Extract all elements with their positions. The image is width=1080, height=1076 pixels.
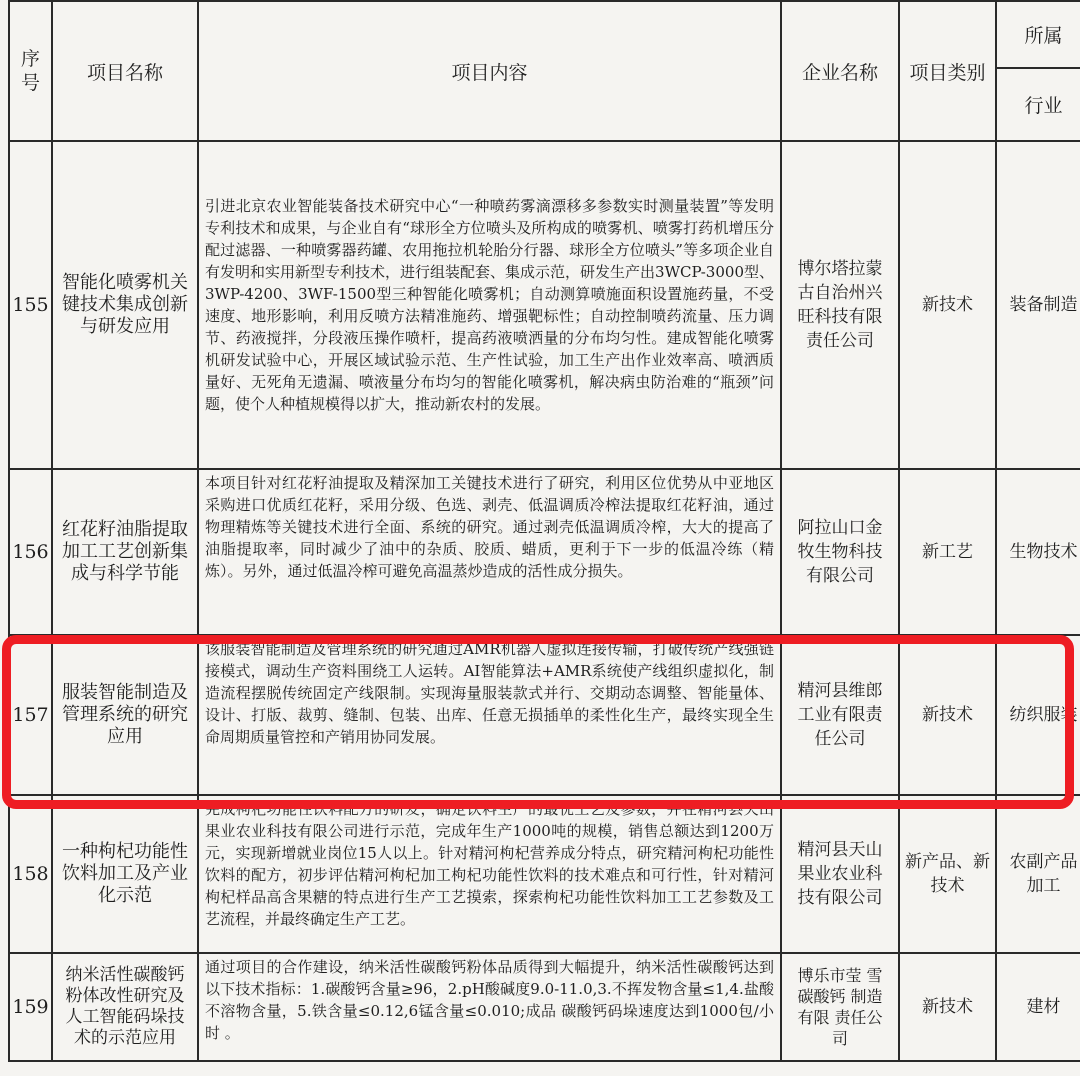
header-industry-bottom: 行业: [996, 68, 1080, 141]
company-name: 精河县天山果业农业科技有限公司: [781, 795, 899, 953]
project-name: 一种枸杞功能性饮料加工及产业化示范: [52, 795, 198, 953]
industry: 建材: [996, 953, 1080, 1061]
table-row: [9, 469, 1080, 635]
company-name: 阿拉山口金牧生物科技有限公司: [781, 469, 899, 635]
project-name: 红花籽油脂提取加工工艺创新集成与科学节能: [52, 469, 198, 635]
row-number: 155: [9, 141, 52, 469]
company-name: 博尔塔拉蒙古自治州兴旺科技有限责任公司: [781, 141, 899, 469]
project-content-text: 本项目针对红花籽油提取及精深加工关键技术进行了研究，利用区位优势从中亚地区采购进口优质红花籽，采用分级、色选、剥壳、低温调质冷榨法提取红花籽油，通过物理精炼等关键技术进行全面、系统的研究。通过剥壳低温调质冷榨，大大的提高了油脂提取率，同时减少了油中的杂质、胶质、蜡质，更利于下一步的低温冷练（精炼）。另外，通过低温冷榨可避免高温蒸炒造成的活性成分损失。: [205, 474, 774, 580]
project-type: 新技术: [899, 953, 996, 1061]
project-content: [198, 469, 781, 635]
header-no: 序号: [9, 1, 52, 141]
header-type: 项目类别: [899, 1, 996, 141]
row-number: 158: [9, 795, 52, 953]
project-name: 纳米活性碳酸钙粉体改性研究及人工智能码垛技术的示范应用: [52, 953, 198, 1061]
project-name: 智能化喷雾机关键技术集成创新与研发应用: [52, 141, 198, 469]
company-name: 博乐市莹 雪碳酸钙 制造有限 责任公司: [781, 953, 899, 1061]
project-content-text: 完成枸杞功能性饮料配方的研发，确定饮料生产的最优工艺及参数，并在精河县天山果业农业科技有限公司进行示范，完成年生产1000吨的规模，销售总额达到1200万元，实现新增就业岗位15人以上。针对精河枸杞营养成分特点，研究精河枸杞功能性饮料的配方，初步评估精河枸杞加工枸杞功能性饮料的技术难点和可行性，针对精河枸杞样品高含果糖的特点进行生产工艺摸索，探索枸杞功能性饮料加工工艺参数及工艺流程，并最终确定生产工艺。: [205, 800, 774, 928]
header-name: 项目名称: [52, 1, 198, 141]
project-content: [198, 953, 781, 1061]
project-table: [8, 0, 1080, 1062]
header-industry-top: 所属: [996, 1, 1080, 68]
project-name: 服装智能制造及管理系统的研究应用: [52, 635, 198, 795]
header-content: 项目内容: [198, 1, 781, 141]
project-type: 新技术: [899, 141, 996, 469]
project-content: 引进北京农业智能装备技术研究中心“一种喷药雾滴漂移多参数实时测量装置”等发明专利技术和成果，与企业自有“球形全方位喷头及所构成的喷雾机、喷雾打药机增压分配过滤器、一种喷雾器药罐、农用拖拉机轮胎分行器、球形全方位喷头”等多项企业自有发明和实用新型专利技术，进行组装配套、集成示范，研发生产出3WCP-3000型、3WP-4200、3WF-1500型三种智能化喷雾机；自动测算喷施面积设置施药量，不受速度、地形影响，利用反喷方法精准施药、增强靶标性；自动控制喷药流量、压力调节、药液搅拌，分段液压操作喷杆，提高药液喷洒量的分布均匀性。建成智能化喷雾机研发试验中心，开展区域试验示范、生产性试验，加工生产出作业效率高、喷洒质量好、无死角无遗漏、喷液量分布均匀的智能化喷雾机，解决病虫防治难的“瓶颈”问题，使个人种植规模得以扩大，推动新农村的发展。: [198, 141, 781, 469]
industry: 装备制造: [996, 141, 1080, 469]
table-row: [9, 141, 1080, 469]
project-type: 新技术: [899, 635, 996, 795]
table-row-highlighted: [9, 635, 1080, 795]
project-type: 新工艺: [899, 469, 996, 635]
row-number: 156: [9, 469, 52, 635]
table-row: [9, 953, 1080, 1061]
project-content-text: 通过项目的合作建设，纳米活性碳酸钙粉体品质得到大幅提升，纳米活性碳酸钙达到以下技术指标：1.碳酸钙含量≥96，2.pH酸碱度9.0-11.0,3.不挥发物含量≤1,4.盐酸不溶物含量，5.铁含量≤0.12,6锰含量≤0.010;成品 碳酸钙码垛速度达到1000包/小时 。: [205, 958, 774, 1042]
project-content-text: 该服装智能制造及管理系统的研究通过AMR机器人虚拟连接传输，打破传统产线强链接模式，调动生产资料围绕工人运转。AI智能算法+AMR系统使产线组织虚拟化，制造流程摆脱传统固定产线限制。实现海量服装款式并行、交期动态调整、智能量体、设计、打版、裁剪、缝制、包装、出库、任意无损插单的柔性化生产，最终实现全生命周期质量管控和产销用协同发展。: [205, 640, 774, 746]
industry: 生物技术: [996, 469, 1080, 635]
industry: 农副产品加工: [996, 795, 1080, 953]
project-content: [198, 635, 781, 795]
project-type: 新产品、新技术: [899, 795, 996, 953]
industry: 纺织服装: [996, 635, 1080, 795]
company-name: 精河县维郎工业有限责任公司: [781, 635, 899, 795]
row-number: 159: [9, 953, 52, 1061]
row-number: 157: [9, 635, 52, 795]
header-row: [9, 1, 1080, 68]
table-row: [9, 795, 1080, 953]
project-content: [198, 795, 781, 953]
header-company: 企业名称: [781, 1, 899, 141]
